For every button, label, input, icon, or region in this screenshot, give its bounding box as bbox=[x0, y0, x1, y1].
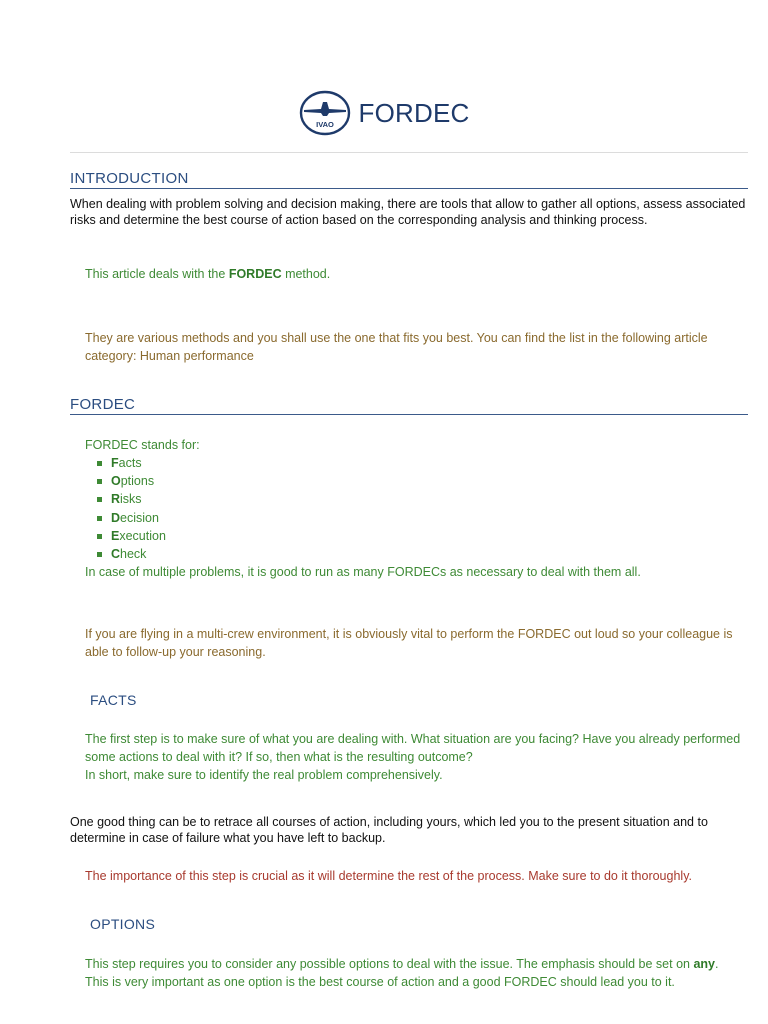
bullet-icon bbox=[97, 516, 102, 521]
list-item: Decision bbox=[111, 509, 725, 527]
list-item: Facts bbox=[111, 454, 725, 472]
options-note: This step requires you to consider any possible options to deal with the issue. The emphasis should be set on any. This is very important as one option is the best course of action and a good FORDEC should lead you to it. bbox=[85, 957, 719, 989]
fordec-stands-for-label: FORDEC stands for: bbox=[85, 438, 200, 452]
facts-note: The first step is to make sure of what you are dealing with. What situation are you facing? Have you already performed some actions to deal with it? If so, then what is the resulting outcome? In short, make sure to identify the real problem comprehensively. bbox=[85, 732, 741, 782]
fordec-multiple-problems: In case of multiple problems, it is good to run as many FORDECs as necessary to deal with them all. bbox=[85, 565, 641, 580]
list-item: Risks bbox=[111, 490, 725, 508]
bullet-icon bbox=[97, 497, 102, 502]
ivao-logo bbox=[299, 90, 351, 136]
header-divider bbox=[70, 152, 748, 153]
section-heading-introduction: INTRODUCTION bbox=[70, 170, 748, 189]
section-heading-fordec: FORDEC bbox=[70, 396, 748, 415]
list-item: Execution bbox=[111, 527, 725, 545]
fordec-stands-for-block bbox=[85, 436, 725, 581]
svg-text:IVAO: IVAO bbox=[315, 120, 334, 129]
facts-paragraph: One good thing can be to retrace all courses of action, including yours, which led you to the present situation and to determine in case of failure what you have left to backup. bbox=[70, 815, 708, 845]
introduction-note-method: This article deals with the FORDEC method. bbox=[85, 267, 331, 281]
document-title: FORDEC bbox=[358, 97, 470, 128]
introduction-paragraph: When dealing with problem solving and decision making, there are tools that allow to gather all options, assess associated risks and determine the best course of action based on the corresponding analysis and thinking process. bbox=[70, 197, 746, 227]
bullet-icon bbox=[97, 534, 102, 539]
bullet-icon bbox=[97, 479, 102, 484]
bullet-icon bbox=[97, 461, 102, 466]
fordec-list bbox=[85, 454, 725, 563]
sub-heading-facts: FACTS bbox=[90, 692, 137, 708]
facts-warning: The importance of this step is crucial as it will determine the rest of the process. Make sure to do it thoroughly. bbox=[85, 869, 692, 883]
introduction-note-methods-list: They are various methods and you shall use the one that fits you best. You can find the list in the following article category: Human performance bbox=[85, 331, 708, 363]
document-header bbox=[0, 88, 768, 138]
list-item: Check bbox=[111, 545, 725, 563]
list-item: Options bbox=[111, 472, 725, 490]
bullet-icon bbox=[97, 552, 102, 557]
sub-heading-options: OPTIONS bbox=[90, 916, 156, 932]
fordec-multi-crew-note: If you are flying in a multi-crew environment, it is obviously vital to perform the FORDEC out loud so your colleague is able to follow-up your reasoning. bbox=[85, 627, 733, 659]
